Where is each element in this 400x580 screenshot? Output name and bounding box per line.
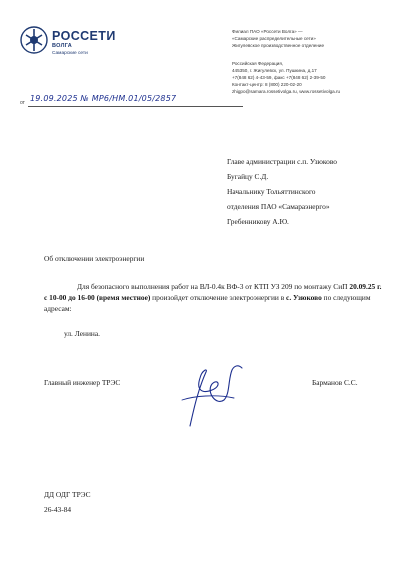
letterhead-line: +7(848 62) 4-43-59, факс +7(848 62) 2-39-50	[232, 75, 326, 80]
addressee-line: Главе администрации с.п. Узюково	[227, 157, 337, 166]
letterhead-line: Филиал ПАО «Россети Волга» —	[232, 29, 303, 34]
brand-name: РОССЕТИ	[52, 29, 116, 43]
body-tail: по следующим адресам:	[44, 293, 371, 314]
street-address: ул. Ленина.	[64, 329, 100, 338]
body-line1: Для безопасного выполнения работ на ВЛ-0.4к ВФ-3 от КТП УЗ 209 по монтажу СиП	[77, 282, 348, 291]
signatory-name: Барманов С.С.	[312, 378, 358, 387]
letterhead-line: Российская Федерация,	[232, 61, 284, 66]
signatory-title: Главный инженер ТРЭС	[44, 378, 121, 387]
reference-prefix: от	[20, 100, 25, 106]
handwritten-signature-icon	[172, 360, 252, 432]
letter-body	[44, 281, 384, 315]
footer-phone: 26-43-84	[44, 505, 72, 514]
brand-region: ВОЛГА	[52, 43, 73, 49]
reference-handwritten: 19.09.2025 № МР6/НМ.01/05/2857	[30, 94, 177, 103]
brand-subtitle: Самарские сети	[52, 51, 88, 56]
body-middle: произойдет отключение электроэнергии в	[150, 293, 287, 303]
addressee-line: Гребенникову А.Ю.	[227, 217, 289, 226]
body-date-time: 20.09.25 г. с 10-00 до 16-00 (время местное)	[44, 282, 382, 303]
footer-department: ДД ОДГ ТРЭС	[44, 490, 91, 499]
addressee-line: Начальнику Тольяттинского	[227, 187, 316, 196]
letterhead-line: 445350, г. Жигулевск, ул. Пушкина, д.17	[232, 68, 317, 73]
letterhead-line: zhigpo@samara.rossetivolga.ru, www.rossetivolga.ru	[232, 89, 341, 94]
letterhead-line: Контакт-центр: 8 (800) 220-02-20	[232, 82, 302, 87]
addressee-line: Бугайцу С.Д.	[227, 172, 269, 181]
letterhead-line: «Самарские распределительные сети»	[232, 36, 316, 41]
body-village: с. Узюково	[286, 293, 322, 303]
rosseti-logo-icon	[20, 26, 48, 54]
letterhead-line: Жигулевское производственное отделение	[232, 43, 325, 48]
addressee-line: отделения ПАО «Самараэнерго»	[227, 202, 330, 211]
letter-subject: Об отключении электроэнергии	[44, 254, 145, 263]
reference-underline	[28, 106, 243, 107]
